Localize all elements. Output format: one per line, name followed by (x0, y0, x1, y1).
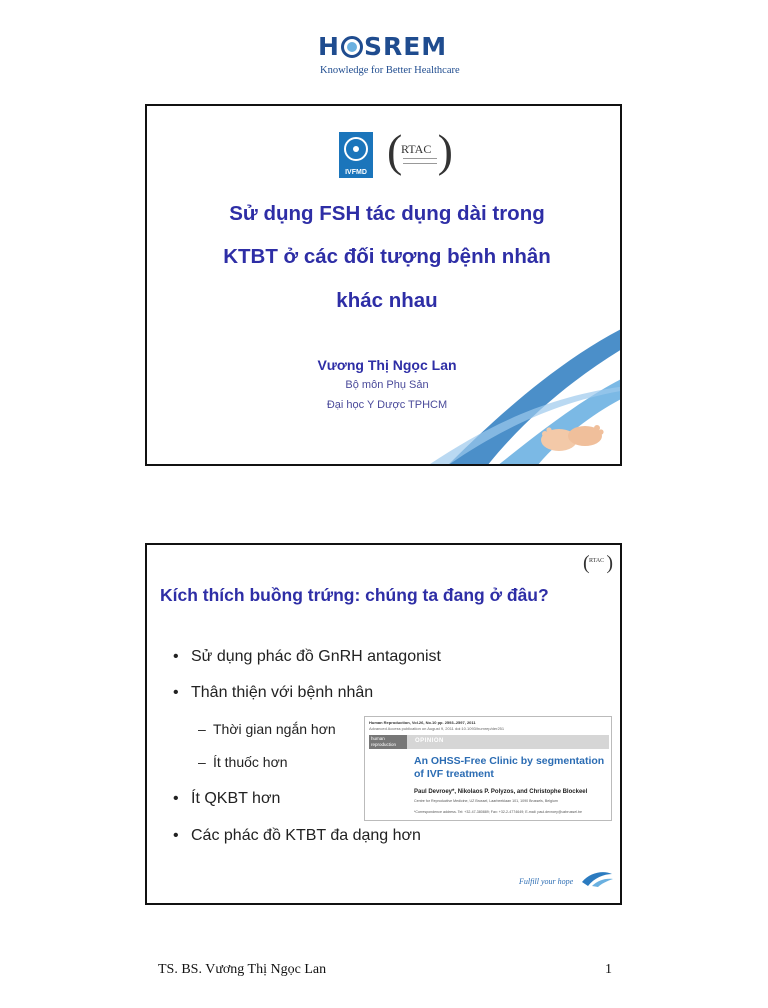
hosrem-logo (318, 32, 458, 82)
rtac-logo-small: ( RTAC ) (583, 552, 613, 574)
hosrem-logo-wordmark: H SREM (318, 32, 448, 61)
slide-heading: Kích thích buồng trứng: chúng ta đang ở đâu? (160, 585, 549, 605)
footer-slogan: Fulfill your hope (519, 877, 574, 886)
globe-icon (341, 36, 363, 58)
paper-correspondence: *Correspondence address. Tel: +32-47-380889; Fax: +32-2-4774649; E-mail: paul.devroey@uzbrussel.be (414, 810, 582, 814)
bullet-item: • Các phác đồ KTBT đa dạng hơn (173, 827, 421, 844)
slide-title-line-3: khác nhau (336, 289, 438, 312)
sub-bullet-item: – Ít thuốc hơn (198, 754, 288, 770)
hosrem-tagline: Knowledge for Better Healthcare (320, 65, 460, 76)
wave-logo-icon (580, 870, 614, 888)
sub-bullet-item: – Thời gian ngắn hơn (198, 721, 336, 737)
slide-overview (145, 543, 622, 905)
rtac-logo: ( RTAC ) (387, 125, 453, 176)
bullet-item: • Thân thiện với bệnh nhân (173, 684, 374, 701)
paper-affiliation: Centre for Reproductive Medicine, UZ Brussel, Laarbeeklaan 101, 1090 Brussels, Belgium (414, 799, 558, 803)
affiliation-university: Đại học Y Dược TPHCM (326, 399, 448, 411)
page-footer-author: TS. BS. Vương Thị Ngọc Lan (158, 962, 327, 977)
ivfmd-logo: IVFMD (339, 132, 373, 178)
slide-title-line-1: Sử dụng FSH tác dụng dài trong (229, 202, 545, 225)
paper-section-label: OPINION (415, 738, 444, 744)
slide-title (145, 104, 622, 466)
presenter-name: Vương Thị Ngọc Lan (317, 357, 457, 373)
affiliation-department: Bộ môn Phụ Sản (345, 379, 429, 391)
paper-publication-line: Advanced Access publication on August 9, 2011 doi:10.1093/humrep/der251 (369, 726, 505, 731)
baby-feet-image (537, 416, 607, 456)
paper-excerpt-image (364, 716, 612, 821)
paper-journal-line: Human Reproduction, Vol.26, No.10 pp. 2593–2597, 2011 (369, 720, 476, 725)
bullet-item: • Sử dụng phác đồ GnRH antagonist (173, 648, 441, 665)
journal-badge: human reproduction (369, 735, 407, 749)
page-number: 1 (605, 962, 612, 977)
bullet-item: • Ít QKBT hơn (173, 790, 281, 807)
paper-authors: Paul Devroey*, Nikolaos P. Polyzos, and Christophe Blockeel (414, 789, 588, 795)
slide-title-line-2: KTBT ở các đối tượng bệnh nhân (223, 245, 551, 268)
paper-title: An OHSS-Free Clinic by segmentation of IVF treatment (414, 755, 605, 780)
